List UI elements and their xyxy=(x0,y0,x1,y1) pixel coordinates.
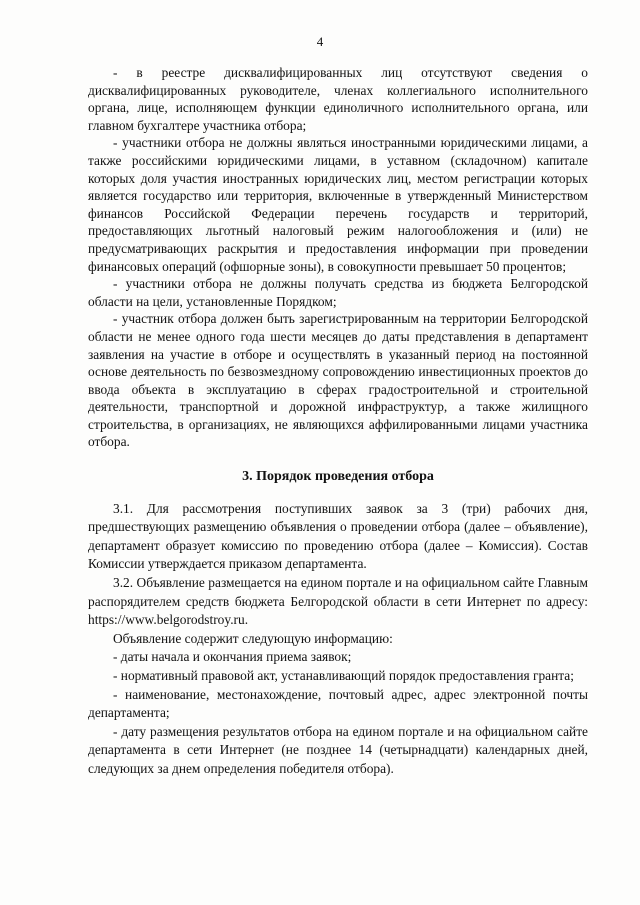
section-heading: 3. Порядок проведения отбора xyxy=(242,469,434,485)
clause-paragraph: 3.2. Объявление размещается на едином портале и на официальном сайте Главным распорядителем средств бюджета Белгородской области в сети Интернет по адресу: https://www.belgorodstroy.ru. xyxy=(88,575,588,628)
requirement-paragraph: - участник отбора должен быть зарегистрированным на территории Белгородской области не менее одного года шести месяцев до даты представления в департамент заявления на участие в отборе и осуществлять в указанный период на постоянной основе деятельность по безвозмездному сопровождению инвестиционных проектов до ввода объекта в эксплуатацию в сферах градостроительной и строительной деятельности, транспортной и дорожной инфраструктур, а также жилищного строительства, в организациях, не являющихся аффилированными лицами участника отбора. xyxy=(88,311,588,450)
document-body xyxy=(88,64,588,779)
list-item: - даты начала и окончания приема заявок; xyxy=(113,649,352,665)
requirement-paragraph: - участники отбора не должны являться иностранными юридическими лицами, а также российскими юридическими лицами, в уставном (складочном) капитале которых доля участия иностранных юридических лиц, местом регистрации которых является государство или территория, включенные в утвержденный Министерством финансов Российской Федерации перечень государств и территорий, предоставляющих льготный налоговый режим налогообложения и (или) не предусматривающих раскрытия и предоставления информации при проведении финансовых операций (офшорные зоны), в совокупности превышает 50 процентов; xyxy=(88,135,588,274)
list-item: - нормативный правовой акт, устанавливающий порядок предоставления гранта; xyxy=(113,668,574,683)
list-item: - дату размещения результатов отбора на едином портале и на официальном сайте департамента в сети Интернет (не позднее 14 (четырнадцати) календарных дней, следующих за днем определения победителя отбора). xyxy=(88,723,588,776)
requirement-paragraph: - в реестре дисквалифицированных лиц отсутствуют сведения о дисквалифицированных руководителе, членах коллегиального исполнительного органа, лице, исполняющем функции единоличного исполнительного органа, или главном бухгалтере участника отбора; xyxy=(88,65,588,133)
page-number: 4 xyxy=(316,34,324,49)
list-item: - наименование, местонахождение, почтовый адрес, адрес электронной почты департамента; xyxy=(88,686,588,721)
clause-paragraph: Объявление содержит следующую информацию: xyxy=(113,630,393,646)
requirements-list xyxy=(88,64,588,451)
section-3-body xyxy=(88,500,588,779)
clause-paragraph: 3.1. Для рассмотрения поступивших заявок за 3 (три) рабочих дня, предшествующих размещению объявления о проведении отбора (далее – объявление), департамент образует комиссию по проведению отбора (далее – Комиссия). Состав Комиссии утверждается приказом департамента. xyxy=(88,500,588,572)
requirement-paragraph: - участники отбора не должны получать средства из бюджета Белгородской области на цели, установленные Порядком; xyxy=(88,276,588,309)
